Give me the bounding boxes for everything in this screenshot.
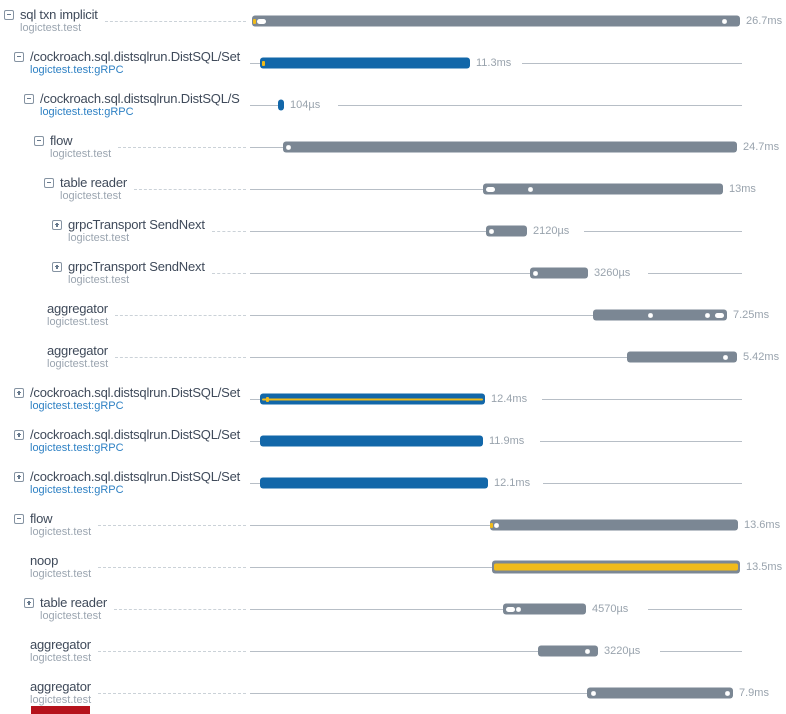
timeline-line bbox=[250, 357, 627, 358]
leader-dash-line bbox=[212, 231, 246, 232]
span-row[interactable] bbox=[0, 546, 786, 588]
span-locality: logictest.test bbox=[47, 358, 109, 370]
span-label-cell bbox=[0, 302, 250, 328]
span-name: grpcTransport SendNext bbox=[68, 260, 205, 274]
span-duration-label: 5.42ms bbox=[743, 351, 780, 363]
span-timeline bbox=[250, 294, 786, 336]
span-duration-label: 12.1ms bbox=[494, 477, 531, 489]
expand-plus-icon[interactable] bbox=[52, 262, 62, 272]
span-label-cell bbox=[0, 638, 250, 664]
span-label-cell bbox=[0, 554, 250, 580]
leader-dash-line bbox=[98, 525, 246, 526]
span-name: /cockroach.sql.distsqlrun.DistSQL/Set bbox=[30, 50, 241, 64]
timeline-line bbox=[250, 399, 260, 400]
span-duration-label: 26.7ms bbox=[746, 15, 783, 27]
span-label-cell bbox=[0, 92, 250, 118]
span-label-cell bbox=[0, 344, 250, 370]
timeline-line bbox=[648, 609, 742, 610]
span-timeline bbox=[250, 378, 786, 420]
span-locality: logictest.test:gRPC bbox=[30, 400, 124, 412]
span-bar[interactable] bbox=[252, 16, 740, 27]
timeline-line bbox=[584, 231, 742, 232]
span-row[interactable] bbox=[0, 378, 786, 420]
span-locality: logictest.test:gRPC bbox=[30, 442, 124, 454]
span-duration-label: 11.9ms bbox=[489, 435, 525, 447]
span-row[interactable] bbox=[0, 210, 786, 252]
span-row[interactable] bbox=[0, 252, 786, 294]
timeline-line bbox=[250, 315, 593, 316]
span-bar[interactable] bbox=[260, 58, 470, 69]
span-name: table reader bbox=[40, 596, 107, 610]
log-event-marker[interactable] bbox=[489, 229, 494, 234]
log-event-marker[interactable] bbox=[506, 607, 515, 612]
timeline-line bbox=[250, 567, 492, 568]
leader-dash-line bbox=[105, 21, 246, 22]
span-duration-label: 13ms bbox=[729, 183, 756, 195]
span-locality: logictest.test:gRPC bbox=[30, 484, 124, 496]
span-locality: logictest.test bbox=[50, 148, 112, 160]
span-duration-label: 104µs bbox=[290, 99, 321, 111]
leader-dash-line bbox=[115, 357, 246, 358]
log-event-marker[interactable] bbox=[705, 313, 710, 318]
span-row[interactable] bbox=[0, 0, 786, 42]
timeline-line bbox=[338, 105, 742, 106]
span-duration-label: 7.25ms bbox=[733, 309, 770, 321]
collapse-minus-icon[interactable] bbox=[34, 136, 44, 146]
expand-plus-icon[interactable] bbox=[24, 598, 34, 608]
span-bar[interactable] bbox=[260, 478, 488, 489]
leader-dash-line bbox=[114, 609, 246, 610]
yellow-tick-marker[interactable] bbox=[262, 61, 265, 66]
span-bar[interactable] bbox=[260, 394, 485, 405]
collapse-minus-icon[interactable] bbox=[14, 52, 24, 62]
span-bar[interactable] bbox=[587, 688, 733, 699]
red-marker bbox=[31, 706, 90, 714]
span-bar[interactable] bbox=[538, 646, 598, 657]
span-locality: logictest.test:gRPC bbox=[30, 64, 124, 76]
span-name: noop bbox=[30, 554, 59, 568]
span-row[interactable] bbox=[0, 336, 786, 378]
span-label-cell bbox=[0, 8, 250, 34]
timeline-line bbox=[648, 273, 742, 274]
span-timeline bbox=[250, 672, 786, 714]
span-locality: logictest.test bbox=[60, 190, 122, 202]
span-duration-label: 7.9ms bbox=[739, 687, 769, 699]
span-locality: logictest.test:gRPC bbox=[40, 106, 134, 118]
span-bar[interactable] bbox=[260, 436, 483, 447]
span-duration-label: 12.4ms bbox=[491, 393, 528, 405]
span-name: /cockroach.sql.distsqlrun.DistSQL/Set bbox=[30, 470, 241, 484]
expand-plus-icon[interactable] bbox=[14, 430, 24, 440]
log-event-marker[interactable] bbox=[533, 271, 538, 276]
timeline-line bbox=[250, 651, 538, 652]
timeline-line bbox=[250, 105, 278, 106]
log-event-marker[interactable] bbox=[286, 145, 291, 150]
leader-dash-line bbox=[115, 315, 246, 316]
timeline-line bbox=[250, 273, 530, 274]
span-timeline bbox=[250, 210, 786, 252]
expand-plus-icon[interactable] bbox=[14, 388, 24, 398]
expand-plus-icon[interactable] bbox=[52, 220, 62, 230]
span-label-cell bbox=[0, 428, 250, 454]
span-duration-label: 11.3ms bbox=[476, 57, 512, 69]
span-label-cell bbox=[0, 218, 250, 244]
span-timeline bbox=[250, 0, 786, 42]
span-name: aggregator bbox=[30, 680, 91, 694]
span-duration-label: 4570µs bbox=[592, 603, 629, 615]
span-duration-label: 13.6ms bbox=[744, 519, 781, 531]
span-row[interactable] bbox=[0, 588, 786, 630]
span-row[interactable] bbox=[0, 42, 786, 84]
span-label-cell bbox=[0, 176, 250, 202]
span-bar[interactable] bbox=[627, 352, 737, 363]
timeline-line bbox=[250, 441, 260, 442]
yellow-tick-marker[interactable] bbox=[266, 397, 269, 402]
span-name: /cockroach.sql.distsqlrun.DistSQL/Set bbox=[30, 428, 241, 442]
span-bar[interactable] bbox=[530, 268, 588, 279]
log-event-marker[interactable] bbox=[585, 649, 590, 654]
span-timeline bbox=[250, 462, 786, 504]
span-row[interactable] bbox=[0, 672, 786, 714]
timeline-line bbox=[250, 147, 283, 148]
span-bar[interactable] bbox=[278, 100, 284, 111]
log-event-marker[interactable] bbox=[648, 313, 653, 318]
log-event-marker[interactable] bbox=[715, 313, 724, 318]
span-locality: logictest.test bbox=[30, 694, 92, 706]
timeline-line bbox=[540, 441, 742, 442]
span-name: aggregator bbox=[47, 344, 108, 358]
collapse-minus-icon[interactable] bbox=[44, 178, 54, 188]
timeline-line bbox=[250, 483, 260, 484]
span-name: aggregator bbox=[47, 302, 108, 316]
span-locality: logictest.test bbox=[30, 652, 92, 664]
span-timeline bbox=[250, 42, 786, 84]
timeline-line bbox=[250, 231, 486, 232]
log-event-marker[interactable] bbox=[528, 187, 533, 192]
span-timeline bbox=[250, 168, 786, 210]
leader-dash-line bbox=[98, 651, 246, 652]
timeline-line bbox=[250, 63, 260, 64]
log-event-marker[interactable] bbox=[257, 19, 266, 24]
log-event-marker[interactable] bbox=[486, 187, 495, 192]
span-bar[interactable] bbox=[593, 310, 727, 321]
span-timeline bbox=[250, 252, 786, 294]
span-row[interactable] bbox=[0, 294, 786, 336]
span-duration-label: 3260µs bbox=[594, 267, 631, 279]
span-label-cell bbox=[0, 134, 250, 160]
span-name: grpcTransport SendNext bbox=[68, 218, 205, 232]
span-name: table reader bbox=[60, 176, 127, 190]
span-label-cell bbox=[0, 50, 250, 76]
span-timeline bbox=[250, 588, 786, 630]
span-timeline bbox=[250, 546, 786, 588]
timeline-line bbox=[250, 693, 587, 694]
span-bar[interactable] bbox=[492, 561, 740, 574]
span-timeline bbox=[250, 84, 786, 126]
span-duration-label: 13.5ms bbox=[746, 561, 783, 573]
span-timeline bbox=[250, 504, 786, 546]
log-event-marker[interactable] bbox=[725, 691, 730, 696]
span-locality: logictest.test bbox=[30, 568, 92, 580]
collapse-minus-icon[interactable] bbox=[24, 94, 34, 104]
log-event-marker[interactable] bbox=[516, 607, 521, 612]
span-label-cell bbox=[0, 680, 250, 706]
span-name: sql txn implicit bbox=[20, 8, 98, 22]
span-name: /cockroach.sql.distsqlrun.DistSQL/S bbox=[40, 92, 240, 106]
span-name: flow bbox=[50, 134, 73, 148]
span-row[interactable] bbox=[0, 168, 786, 210]
span-label-cell bbox=[0, 596, 250, 622]
span-timeline bbox=[250, 336, 786, 378]
span-locality: logictest.test bbox=[68, 274, 130, 286]
log-event-marker[interactable] bbox=[591, 691, 596, 696]
span-bar[interactable] bbox=[486, 226, 527, 237]
span-duration-label: 24.7ms bbox=[743, 141, 780, 153]
leader-dash-line bbox=[98, 693, 246, 694]
timeline-line bbox=[250, 609, 503, 610]
yellow-tick-marker[interactable] bbox=[253, 19, 256, 24]
span-duration-label: 2120µs bbox=[533, 225, 570, 237]
span-locality: logictest.test bbox=[47, 316, 109, 328]
leader-dash-line bbox=[118, 147, 246, 148]
span-locality: logictest.test bbox=[40, 610, 102, 622]
span-label-cell bbox=[0, 512, 250, 538]
log-event-marker[interactable] bbox=[722, 19, 727, 24]
span-locality: logictest.test bbox=[30, 526, 92, 538]
span-label-cell bbox=[0, 386, 250, 412]
timeline-line bbox=[542, 399, 742, 400]
span-bar[interactable] bbox=[503, 604, 586, 615]
expand-plus-icon[interactable] bbox=[14, 472, 24, 482]
leader-dash-line bbox=[134, 189, 246, 190]
span-label-cell bbox=[0, 470, 250, 496]
span-bar[interactable] bbox=[490, 520, 738, 531]
collapse-minus-icon[interactable] bbox=[14, 514, 24, 524]
timeline-line bbox=[522, 63, 742, 64]
log-event-marker[interactable] bbox=[723, 355, 728, 360]
span-row[interactable] bbox=[0, 504, 786, 546]
timeline-line bbox=[250, 189, 483, 190]
span-locality: logictest.test bbox=[20, 22, 82, 34]
span-row[interactable] bbox=[0, 420, 786, 462]
log-event-marker[interactable] bbox=[494, 523, 499, 528]
span-label-cell bbox=[0, 260, 250, 286]
leader-dash-line bbox=[98, 567, 246, 568]
leader-dash-line bbox=[212, 273, 246, 274]
span-bar[interactable] bbox=[483, 184, 723, 195]
collapse-minus-icon[interactable] bbox=[4, 10, 14, 20]
span-timeline bbox=[250, 630, 786, 672]
timeline-line bbox=[660, 651, 742, 652]
span-locality: logictest.test bbox=[68, 232, 130, 244]
span-duration-label: 3220µs bbox=[604, 645, 641, 657]
span-timeline bbox=[250, 126, 786, 168]
span-name: aggregator bbox=[30, 638, 91, 652]
span-timeline bbox=[250, 420, 786, 462]
timeline-line bbox=[543, 483, 742, 484]
span-row[interactable] bbox=[0, 84, 786, 126]
span-row[interactable] bbox=[0, 462, 786, 504]
span-row[interactable] bbox=[0, 630, 786, 672]
span-bar[interactable] bbox=[283, 142, 737, 153]
timeline-line bbox=[250, 525, 490, 526]
span-row[interactable] bbox=[0, 126, 786, 168]
span-name: flow bbox=[30, 512, 53, 526]
yellow-tick-marker[interactable] bbox=[490, 523, 493, 528]
span-name: /cockroach.sql.distsqlrun.DistSQL/Set bbox=[30, 386, 241, 400]
